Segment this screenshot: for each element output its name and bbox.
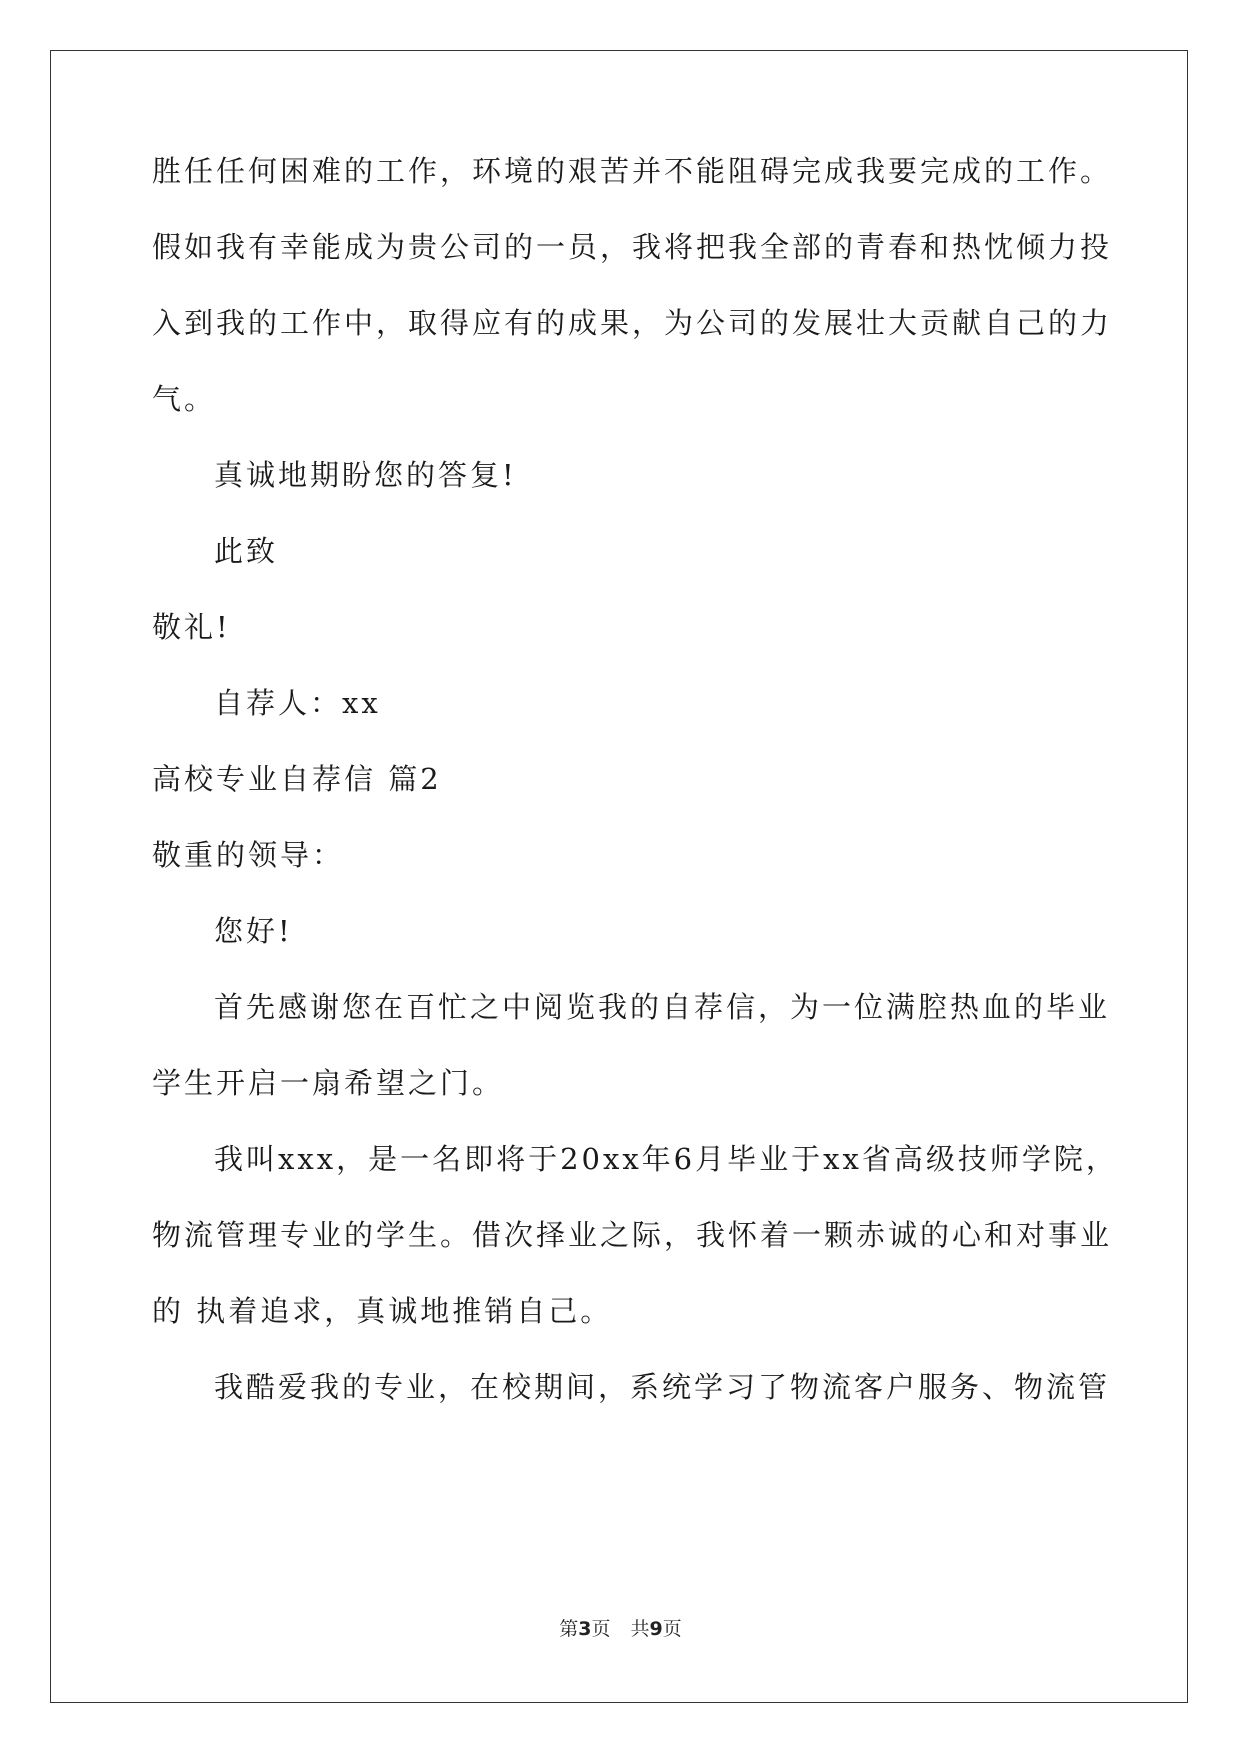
section-heading: 高校专业自荐信 篇2 — [152, 762, 442, 796]
closing-ci-zhi: 此致 — [214, 534, 279, 568]
body-line-2: 假如我有幸能成为贵公司的一员，我将把我全部的青春和热忱倾力投 — [152, 230, 1113, 264]
body-line-4: 气。 — [152, 382, 217, 416]
closing-jing-li: 敬礼! — [152, 610, 231, 644]
footer-total-pages: 9 — [649, 1618, 663, 1640]
closing-wish: 真诚地期盼您的答复! — [214, 458, 517, 492]
body-line-12: 首先感谢您在百忙之中阅览我的自荐信，为一位满腔热血的毕业 — [214, 990, 1111, 1024]
page-border — [50, 50, 1188, 1703]
body-line-15: 物流管理专业的学生。借次择业之际，我怀着一颗赤诚的心和对事业 — [152, 1218, 1113, 1252]
body-line-14: 我叫xxx，是一名即将于20xx年6月毕业于xx省高级技师学院， — [214, 1142, 1118, 1176]
footer-total-prefix: 共 — [630, 1618, 650, 1640]
body-line-13: 学生开启一扇希望之门。 — [152, 1066, 505, 1100]
page-footer — [0, 1617, 1241, 1641]
footer-current-page: 3 — [578, 1618, 592, 1640]
body-line-3: 入到我的工作中，取得应有的成果，为公司的发展壮大贡献自己的力 — [152, 306, 1113, 340]
footer-prefix: 第 — [559, 1618, 579, 1640]
footer-middle: 页 — [591, 1618, 611, 1640]
body-line-1: 胜任任何困难的工作，环境的艰苦并不能阻碍完成我要完成的工作。 — [152, 154, 1113, 188]
salutation: 敬重的领导： — [152, 838, 345, 872]
body-line-17: 我酷爱我的专业，在校期间，系统学习了物流客户服务、物流管 — [214, 1370, 1111, 1404]
footer-suffix: 页 — [662, 1618, 682, 1640]
greeting: 您好! — [214, 914, 293, 948]
body-line-16: 的 执着追求，真诚地推销自己。 — [152, 1294, 613, 1328]
signature-line: 自荐人：xx — [214, 686, 381, 720]
